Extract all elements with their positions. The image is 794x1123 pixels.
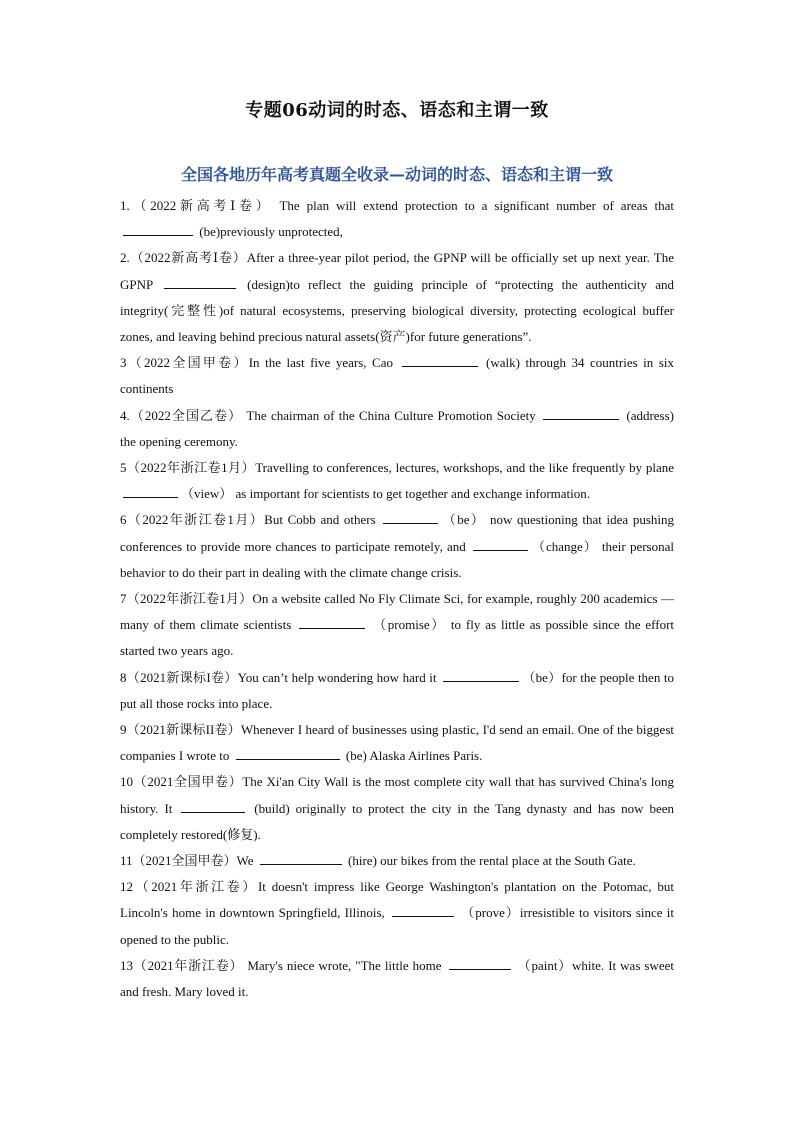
- question-text: 8（2021新课标I卷）You can’t help wondering how hard it: [120, 669, 437, 685]
- question-item: [120, 455, 674, 507]
- question-item: [120, 507, 674, 586]
- question-item: [120, 350, 674, 402]
- question-item: [120, 403, 674, 455]
- answer-blank[interactable]: [181, 798, 245, 813]
- page-title: 专题06动词的时态、语态和主谓一致: [245, 100, 549, 121]
- section-subtitle: 全国各地历年高考真题全收录—动词的时态、语态和主谓一致: [180, 165, 613, 184]
- question-text: 10（2021全国甲卷）The Xi'an City Wall is the most complete city wall that has survived China's long history. It: [120, 774, 674, 816]
- question-text: (build) originally to protect the city in the Tang dynasty and has now been completely restored(修复).: [120, 800, 674, 842]
- answer-blank[interactable]: [443, 667, 519, 682]
- question-list: [120, 193, 674, 1005]
- answer-blank[interactable]: [473, 536, 528, 551]
- answer-blank[interactable]: [402, 352, 478, 367]
- question-item: [120, 848, 674, 874]
- question-text: 5（2022年浙江卷1月）Travelling to conferences, lectures, workshops, and the like frequently by plane: [120, 460, 674, 476]
- question-text: （change） their personal behavior to do their part in dealing with the climate change crisis.: [120, 538, 674, 580]
- question-item: [120, 245, 674, 350]
- answer-blank[interactable]: [260, 850, 342, 865]
- answer-blank[interactable]: [236, 745, 340, 760]
- answer-blank[interactable]: [123, 221, 193, 236]
- question-text: 13（2021年浙江卷） Mary's niece wrote, "The little home: [120, 957, 442, 973]
- question-item: [120, 717, 674, 769]
- answer-blank[interactable]: [392, 902, 454, 917]
- question-text: 6（2022年浙江卷1月）But Cobb and others: [120, 512, 376, 528]
- question-text: （be）for the people then to put all those rocks into place.: [120, 669, 674, 711]
- question-text: 2.（2022新高考Ⅰ卷）After a three-year pilot period, the GPNP will be officially set up next year. The GPNP: [120, 250, 674, 292]
- answer-blank[interactable]: [449, 955, 511, 970]
- question-text: （prove）irresistible to visitors since it opened to the public.: [120, 905, 675, 947]
- question-text: 12（2021年浙江卷）It doesn't impress like George Washington's plantation on the Potomac, but Lincoln's home in downtown Springfield, Illinois,: [120, 879, 674, 921]
- question-item: [120, 586, 674, 665]
- question-text: (be)previously unprotected,: [199, 224, 343, 240]
- question-text: 9（2021新课标II卷）Whenever I heard of businesses using plastic, I'd send an email. One of the biggest companies I wrote to: [120, 722, 674, 764]
- question-text: (address) the opening ceremony.: [120, 407, 675, 449]
- question-text: (design)to reflect the guiding principle of “protecting the authenticity and integrity(完整性)of natural ecosystems, preserving biological diversity, protecting ecological buffer zones, and leaving behind precious natural assets(资产)for future generations”.: [120, 276, 674, 345]
- question-text: 1.（2022新高考Ⅰ卷） The plan will extend protection to a significant number of areas that: [120, 198, 674, 213]
- question-text: (be) Alaska Airlines Paris.: [345, 748, 483, 764]
- answer-blank[interactable]: [123, 483, 178, 498]
- question-text: 3（2022全国甲卷）In the last five years, Cao: [120, 355, 393, 371]
- question-item: [120, 769, 674, 848]
- question-text: （view） as important for scientists to get together and exchange information.: [181, 486, 591, 502]
- answer-blank[interactable]: [543, 405, 619, 420]
- question-item: [120, 665, 674, 717]
- question-item: [120, 953, 674, 1005]
- question-text: 11（2021全国甲卷）We: [120, 853, 254, 869]
- question-text: 4.（2022全国乙卷） The chairman of the China Culture Promotion Society: [120, 407, 536, 423]
- question-text: （be） now questioning that idea pushing conferences to provide more chances to participate remotely, and: [120, 512, 675, 554]
- question-item: [120, 874, 674, 953]
- question-text: （paint）white. It was sweet and fresh. Mary loved it.: [120, 957, 675, 1000]
- answer-blank[interactable]: [299, 614, 365, 629]
- question-text: (walk) through 34 countries in six continents: [120, 355, 674, 397]
- question-text: （promise） to fly as little as possible since the effort started two years ago.: [120, 617, 675, 659]
- answer-blank[interactable]: [383, 509, 438, 524]
- question-text: 7（2022年浙江卷1月）On a website called No Fly Climate Sci, for example, roughly 200 academics —many of them climate scientists: [120, 591, 674, 633]
- question-item: [120, 193, 674, 245]
- answer-blank[interactable]: [164, 274, 236, 289]
- question-text: (hire) our bikes from the rental place at the South Gate.: [348, 853, 636, 869]
